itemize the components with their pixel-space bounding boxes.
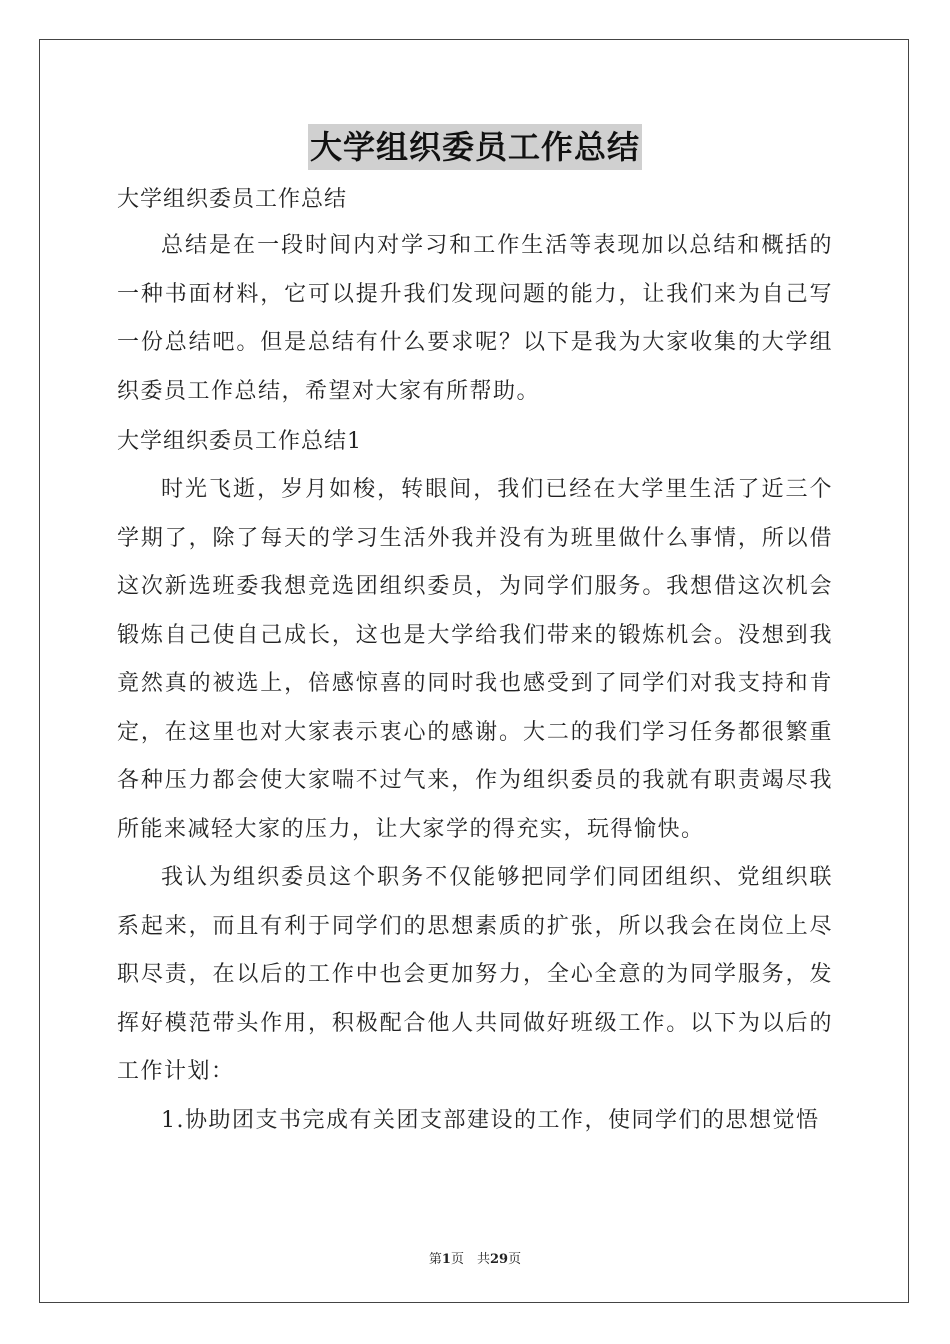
document-body — [117, 178, 833, 1145]
body-paragraph: 时光飞逝，岁月如梭，转眼间，我们已经在大学里生活了近三个学期了，除了每天的学习生活外我并没有为班里做什么事情，所以借这次新选班委我想竞选团组织委员，为同学们服务。我想借这次机会锻炼自己使自己成长，这也是大学给我们带来的锻炼机会。没想到我竟然真的被选上，倍感惊喜的同时我也感受到了同学们对我支持和肯定，在这里也对大家表示衷心的感谢。大二的我们学习任务都很繁重各种压力都会使大家喘不过气来，作为组织委员的我就有职责竭尽我所能来减轻大家的压力，让大家学的得充实，玩得愉快。 — [117, 477, 833, 842]
page-footer — [0, 1248, 950, 1267]
document-subtitle: 大学组织委员工作总结 — [117, 187, 348, 212]
section-heading: 大学组织委员工作总结1 — [117, 429, 362, 454]
footer-page-number: 1 — [441, 1252, 451, 1267]
title-container — [0, 124, 950, 170]
footer-prefix: 第 — [428, 1252, 442, 1267]
footer-suffix: 页 — [508, 1252, 522, 1267]
document-title: 大学组织委员工作总结 — [308, 124, 642, 170]
footer-mid: 页 共 — [450, 1252, 490, 1267]
body-paragraph: 我认为组织委员这个职务不仅能够把同学们同团组织、党组织联系起来，而且有利于同学们的思想素质的扩张，所以我会在岗位上尽职尽责，在以后的工作中也会更加努力，全心全意的为同学服务，发挥好模范带头作用，积极配合他人共同做好班级工作。以下为以后的工作计划： — [117, 865, 833, 1084]
body-paragraph: 1.协助团支书完成有关团支部建设的工作，使同学们的思想觉悟 — [161, 1107, 820, 1133]
intro-paragraph: 总结是在一段时间内对学习和工作生活等表现加以总结和概括的一种书面材料，它可以提升我们发现问题的能力，让我们来为自己写一份总结吧。但是总结有什么要求呢？以下是我为大家收集的大学组织委员工作总结，希望对大家有所帮助。 — [117, 233, 833, 404]
footer-total-pages: 29 — [489, 1252, 509, 1267]
